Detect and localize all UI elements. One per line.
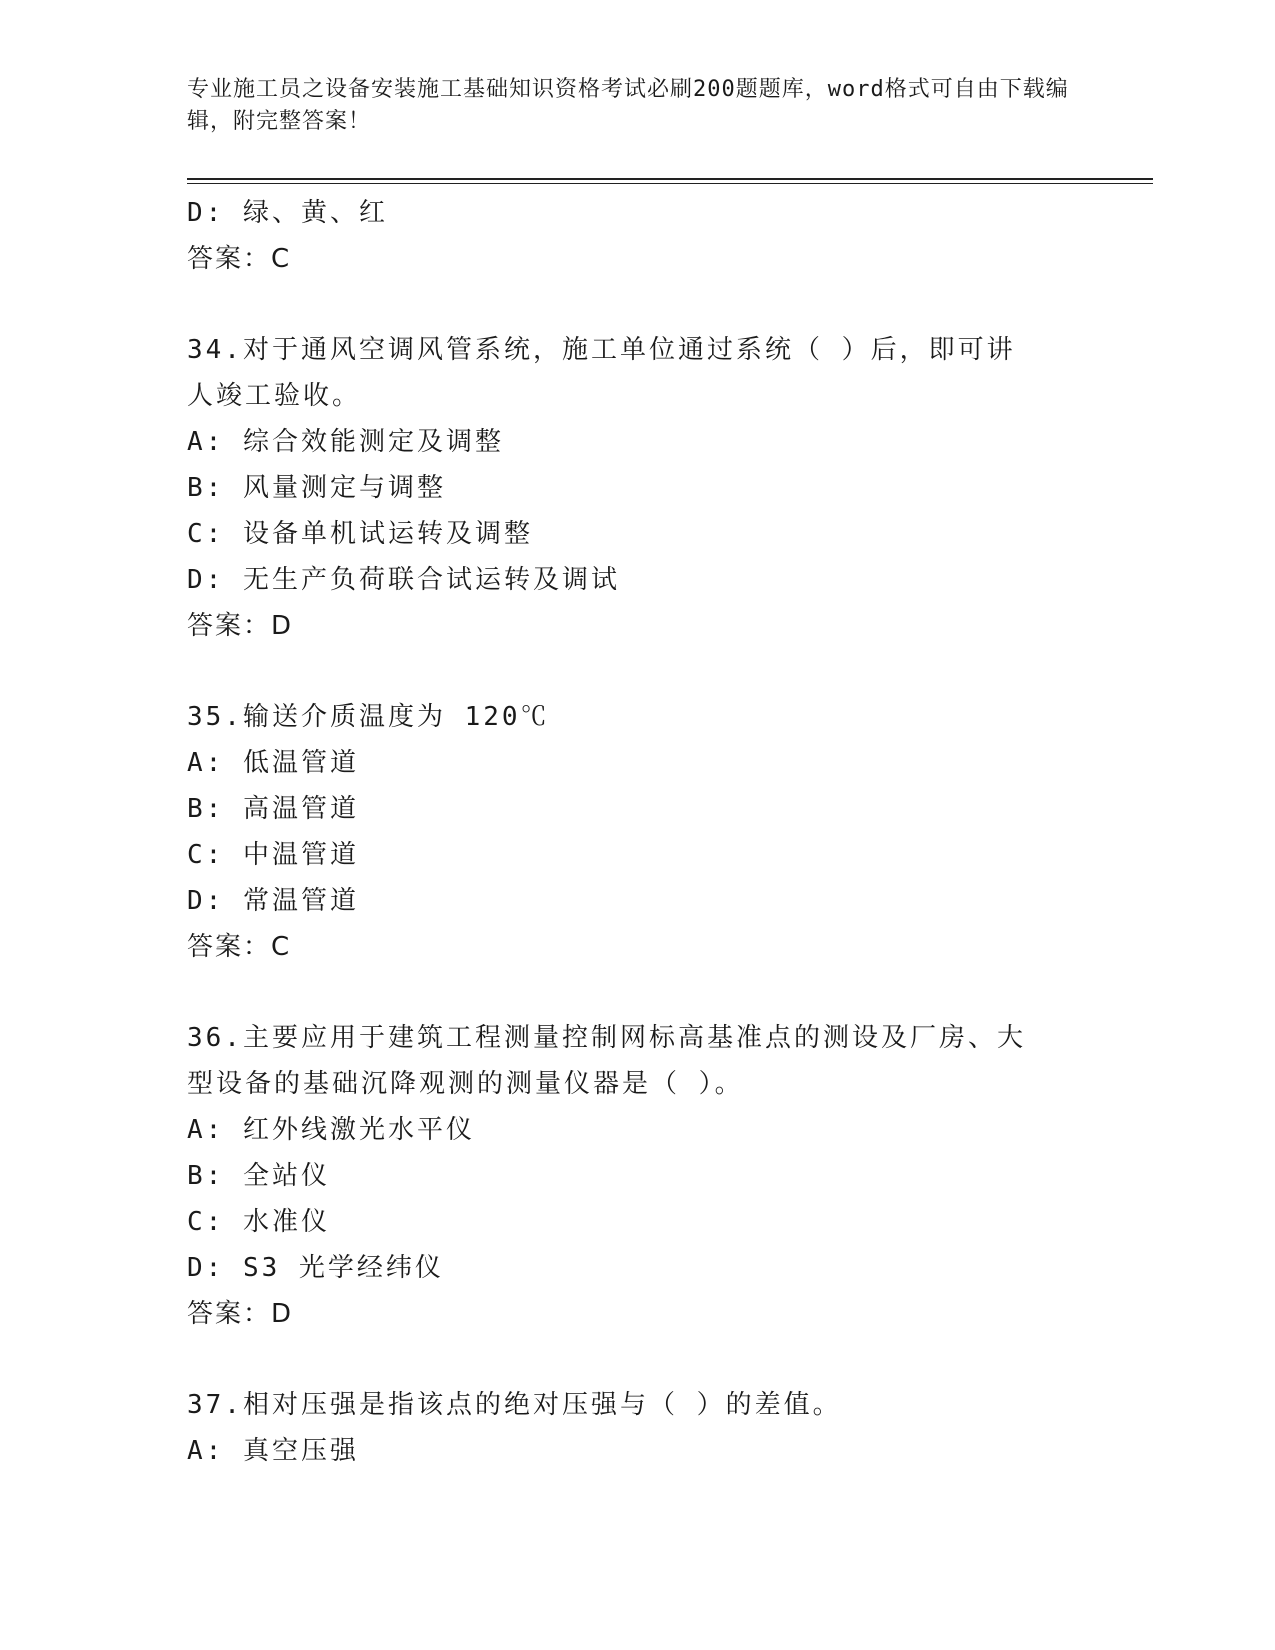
option-c: C: 水准仪 [187, 1207, 330, 1237]
header-rule-thin [187, 183, 1153, 184]
option-d: D: 常温管道 [187, 886, 359, 916]
question-stem: 36.主要应用于建筑工程测量控制网标高基准点的测设及厂房、大型设备的基础沉降观测的测量仪器是（ ）。 [187, 1023, 1026, 1099]
question-36 [187, 1015, 1087, 1337]
document-body [187, 190, 1087, 1474]
option-c: C: 中温管道 [187, 840, 359, 870]
question-34 [187, 327, 1087, 649]
answer: 答案：C [187, 244, 292, 274]
option-c: C: 设备单机试运转及调整 [187, 519, 533, 549]
option-b: B: 全站仪 [187, 1161, 330, 1191]
question-37 [187, 1382, 1087, 1474]
question-stem: 35.输送介质温度为 120℃ [187, 702, 550, 732]
option-a: A: 真空压强 [187, 1436, 359, 1466]
question-35 [187, 694, 1087, 970]
header-rule-thick [187, 178, 1153, 180]
option-b: B: 风量测定与调整 [187, 473, 446, 503]
option-d: D: 无生产负荷联合试运转及调试 [187, 565, 620, 595]
option-a: A: 综合效能测定及调整 [187, 427, 504, 457]
option-a: A: 低温管道 [187, 748, 359, 778]
option-d: D: 绿、黄、红 [187, 198, 388, 228]
option-a: A: 红外线激光水平仪 [187, 1115, 475, 1145]
question-stem: 37.相对压强是指该点的绝对压强与（ ）的差值。 [187, 1390, 842, 1420]
answer: 答案：D [187, 611, 294, 641]
document-header: 专业施工员之设备安装施工基础知识资格考试必刷200题题库，word格式可自由下载编辑，附完整答案！ [187, 77, 1069, 134]
option-d: D: S3 光学经纬仪 [187, 1253, 444, 1283]
answer: 答案：C [187, 932, 292, 962]
question-stem: 34.对于通风空调风管系统，施工单位通过系统（ ）后，即可讲人竣工验收。 [187, 335, 1016, 411]
option-b: B: 高温管道 [187, 794, 359, 824]
answer: 答案：D [187, 1299, 294, 1329]
